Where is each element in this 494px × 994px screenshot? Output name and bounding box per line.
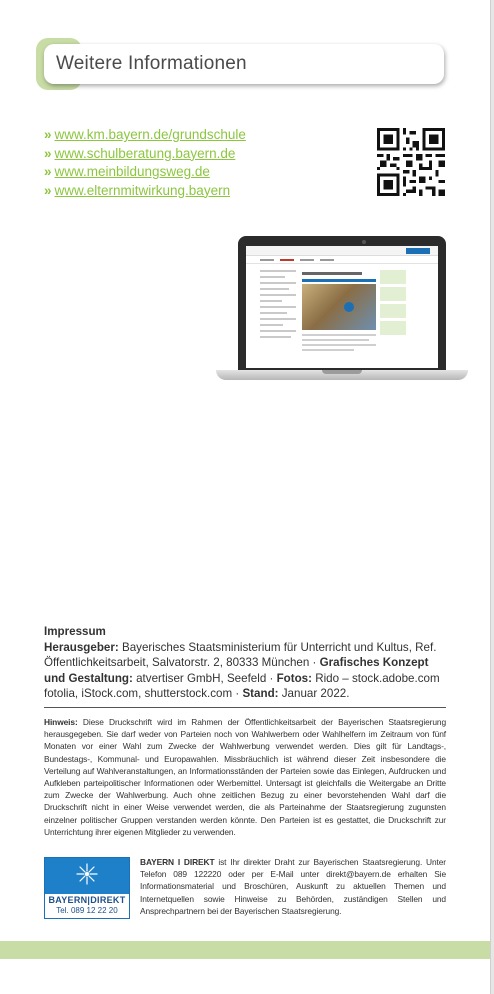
link-item-elternmitwirkung[interactable] <box>44 182 246 201</box>
fotos-label: Fotos: <box>276 671 312 685</box>
herausgeber-text: Bayerisches Staatsministerium für Unterricht und Kultus, Ref. Öffentlichkeitsarbeit, Salvatorstr. 2, 80333 München · <box>44 640 437 669</box>
bayern-direkt-logo-tel: Tel. 089 12 22 20 <box>56 906 118 915</box>
screen-nav <box>246 256 438 264</box>
stand-label: Stand: <box>242 687 279 700</box>
screen-sidebar <box>260 270 296 360</box>
screen-title <box>302 272 362 275</box>
link-url[interactable]: www.elternmitwirkung.bayern <box>54 182 231 198</box>
herausgeber-label: Herausgeber: <box>44 640 119 654</box>
screen-photo <box>302 284 376 330</box>
bayern-direkt-label: BAYERN I DIREKT <box>140 857 215 867</box>
hinweis-paragraph <box>44 716 446 838</box>
heading-box <box>44 44 444 84</box>
fotos-text: Rido – stock.adobe.com fotolia, iStock.com, shutterstock.com · <box>44 671 440 700</box>
laptop-illustration <box>216 236 468 388</box>
play-icon <box>344 302 354 312</box>
qr-code-icon <box>377 128 445 196</box>
page-edge <box>490 0 494 994</box>
link-url[interactable]: www.meinbildungsweg.de <box>54 164 210 179</box>
link-item-schulberatung[interactable] <box>44 145 246 164</box>
hinweis-text: Diese Druckschrift wird im Rahmen der Öffentlichkeitsarbeit der Bayerischen Staatsregierung herausgegeben. Sie darf weder von Parteien noch von Wahlwerbern oder Wahlhelfern im Zeitraum von fünf Monaten vor einer Wahl zum Zwecke der Wahlwerbung verwendet werden. Dies gilt für Landtags-, Bundestags-, Kommunal- und Europawahlen. Missbräuchlich ist während dieser Zeit insbesondere die Verteilung auf Wahlveranstaltungen, an Informationsständen der Parteien sowie das Einlegen, Aufdrucken und Aufkleben parteipolitischer Informationen oder Werbemittel. Untersagt ist gleichfalls die Weitergabe an Dritte zum Zwecke der Wahlwerbung. Auch ohne zeitlichen Bezug zu einer bevorstehenden Wahl darf die Druckschrift nicht in einer Weise verwendet werden, die als Parteinahme der Staatsregierung zugunsten einzelner politischer Gruppen verstanden werden könnte. Den Parteien ist es gestattet, die Druckschrift zur Unterrichtung ihrer eigenen Mitglieder zu verwenden. <box>44 717 446 837</box>
link-item-meinbildungsweg[interactable] <box>44 163 246 182</box>
screen-right-column <box>380 270 406 338</box>
screen-logo <box>406 248 430 254</box>
link-url[interactable]: www.schulberatung.bayern.de <box>54 145 236 161</box>
link-item-grundschule[interactable] <box>44 126 246 145</box>
link-url[interactable]: www.km.bayern.de/grundschule <box>54 127 246 142</box>
link-list <box>44 126 246 200</box>
chevron-right-icon: » <box>44 164 52 179</box>
bayern-direkt-paragraph <box>140 856 446 917</box>
screen-text-lines <box>302 334 376 354</box>
screen-browser-bar <box>246 246 438 256</box>
bayern-direkt-logo-name: BAYERN|DIREKT <box>48 895 126 905</box>
konzept-text: atvertiser GmbH, Seefeld · <box>132 671 277 685</box>
laptop-screen <box>246 246 438 368</box>
laptop-notch <box>322 370 362 374</box>
impressum-title: Impressum <box>44 625 106 638</box>
chevron-right-icon: » <box>44 182 52 198</box>
impressum <box>44 624 446 702</box>
konzept-label: Grafisches Konzept und Gestaltung: <box>44 656 429 685</box>
footer-green-band <box>0 941 490 959</box>
hinweis-label: Hinweis: <box>44 717 78 727</box>
bayern-direkt-text: ist Ihr direkter Draht zur Bayerischen Staatsregierung. Unter Telefon 089 122220 oder per E-Mail unter direkt@bayern.de erhalten Sie Informationsmaterial und Broschüren, Auskunft zu aktuellen Themen und Internetquellen sowie Hinweise zu Behörden, zuständigen Stellen und Ansprechpartnern bei der Bayerischen Staatsregierung. <box>140 857 446 916</box>
divider <box>44 707 446 708</box>
screen-banner-bar <box>302 279 376 282</box>
stand-text: Januar 2022. <box>278 687 350 700</box>
chevron-right-icon: » <box>44 145 52 161</box>
chevron-right-icon: » <box>44 127 52 142</box>
page-title: Weitere Informationen <box>56 53 247 74</box>
bayern-direkt-star-icon <box>75 862 99 886</box>
bayern-direkt-logo <box>44 857 130 919</box>
laptop-camera <box>362 240 366 244</box>
bayern-direkt-logo-top <box>45 858 129 894</box>
